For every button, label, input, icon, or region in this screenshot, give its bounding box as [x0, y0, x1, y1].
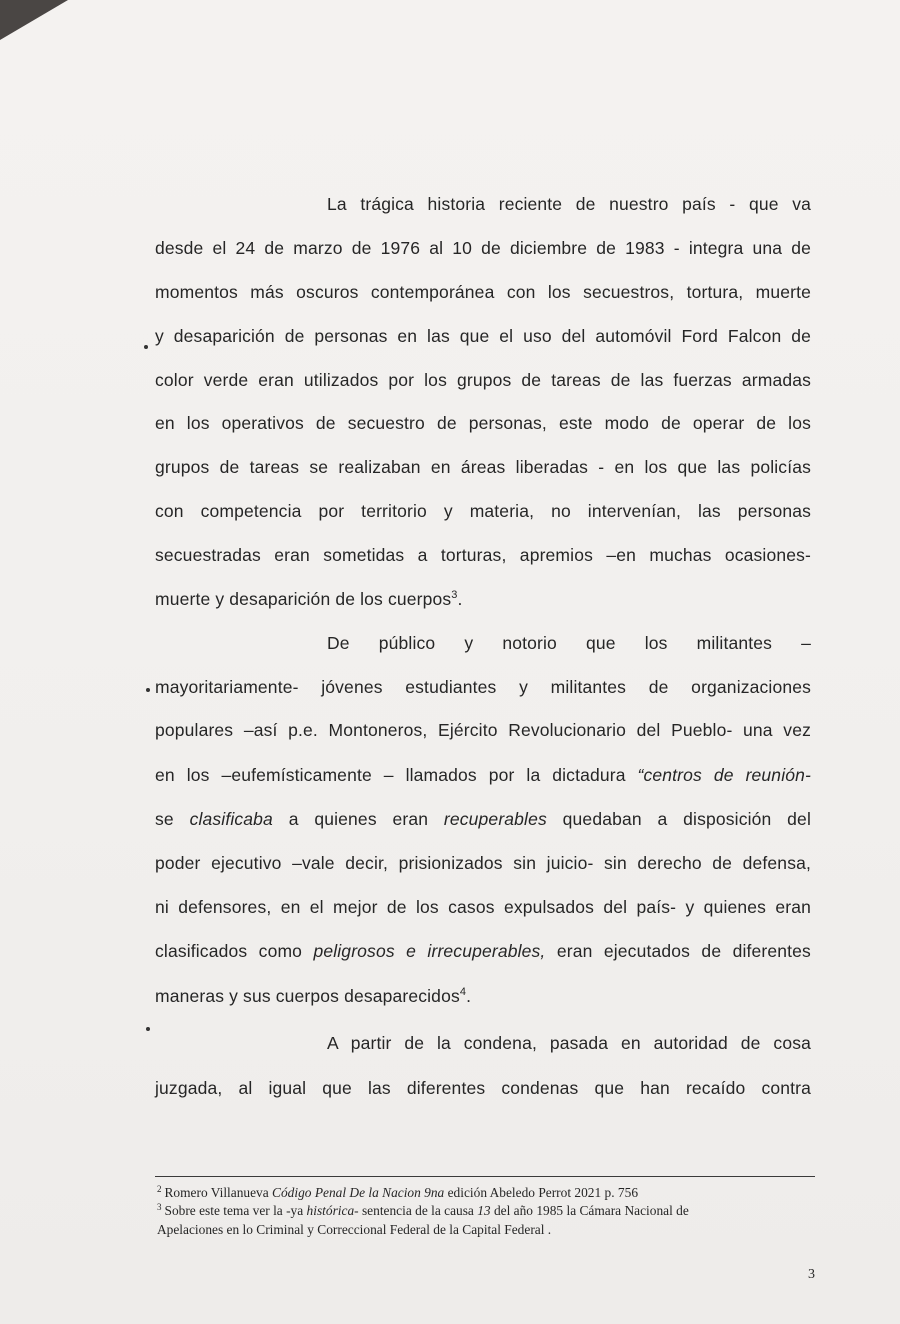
- paragraph-3-line: A partir de la condena, pasada en autoridad de cosa: [327, 1033, 811, 1053]
- page-number: 3: [808, 1267, 815, 1282]
- footnote-number: 3: [157, 1202, 162, 1212]
- paragraph-2-line: se clasificaba a quienes eran recuperables quedaban a disposición del: [155, 809, 811, 829]
- italic-term: peligrosos e irrecuperables,: [313, 941, 546, 961]
- paragraph-2-line: populares –así p.e. Montoneros, Ejército Revolucionario del Pueblo- una vez: [155, 720, 811, 740]
- footnote-3-continuation: Apelaciones en lo Criminal y Correccional Federal de la Capital Federal .: [157, 1222, 552, 1237]
- footnote-ref-3: 3: [451, 589, 458, 601]
- italic-term: recuperables: [443, 809, 547, 829]
- paragraph-2-line: clasificados como peligrosos e irrecuperables, eran ejecutados de diferentes: [155, 941, 811, 961]
- footnote-ref-4: 4: [459, 986, 467, 998]
- footnote-2: $^2$ Romero Villanueva Código Penal De la Nacion 9na edición Abeledo Perrot 2021 p. 756: [157, 1184, 639, 1200]
- paragraph-1-line: color verde eran utilizados por los grupos de tareas de las fuerzas armadas: [155, 370, 811, 390]
- paragraph-1-line: grupos de tareas se realizaban en áreas liberadas - en los que las policías: [155, 457, 811, 477]
- paragraph-1-line: desde el 24 de marzo de 1976 al 10 de diciembre de 1983 - integra una de: [155, 238, 811, 258]
- paragraph-1-line: en los operativos de secuestro de personas, este modo de operar de los: [155, 413, 811, 433]
- paragraph-2-last-line: maneras y sus cuerpos desaparecidos$^4$.: [155, 986, 472, 1006]
- paragraph-2-line: en los –eufemísticamente – llamados por la dictadura “centros de reunión-: [155, 765, 811, 785]
- footnote-3: $^3$ Sobre este tema ver la -ya histórica- sentencia de la causa 13 del año 1985 la Cámara Nacional de: [157, 1202, 689, 1218]
- paragraph-1-line: La trágica historia reciente de nuestro país - que va: [327, 194, 811, 214]
- scan-speck: [146, 1027, 150, 1031]
- paragraph-2-line: mayoritariamente- jóvenes estudiantes y militantes de organizaciones: [155, 677, 811, 697]
- paragraph-1-line: con competencia por territorio y materia, no intervenían, las personas: [155, 501, 811, 521]
- italic-term: “centros de reunión-: [637, 765, 811, 785]
- paragraph-1-line: secuestradas eran sometidas a torturas, apremios –en muchas ocasiones-: [155, 545, 811, 565]
- italic-term: clasificaba: [189, 809, 273, 829]
- paragraph-2-line: ni defensores, en el mejor de los casos expulsados del país- y quienes eran: [155, 897, 811, 917]
- paragraph-3-line: juzgada, al igual que las diferentes condenas que han recaído contra: [155, 1078, 811, 1098]
- footnote-number: 2: [157, 1184, 162, 1194]
- paragraph-1-line: momentos más oscuros contemporánea con los secuestros, tortura, muerte: [155, 282, 811, 302]
- paragraph-1-line: y desaparición de personas en las que el uso del automóvil Ford Falcon de: [155, 326, 811, 346]
- paragraph-2-line: poder ejecutivo –vale decir, prisionizados sin juicio- sin derecho de defensa,: [155, 853, 811, 873]
- paragraph-1-line: muerte y desaparición de los cuerpos: [155, 589, 452, 609]
- footnote-separator: [155, 1176, 815, 1177]
- scan-speck: [144, 345, 148, 349]
- folded-corner: [0, 0, 68, 40]
- paragraph-2-line: De público y notorio que los militantes –: [327, 633, 811, 653]
- paragraph-1-last-line: muerte y desaparición de los cuerpos$^3$.: [155, 589, 463, 609]
- scan-speck: [146, 688, 150, 692]
